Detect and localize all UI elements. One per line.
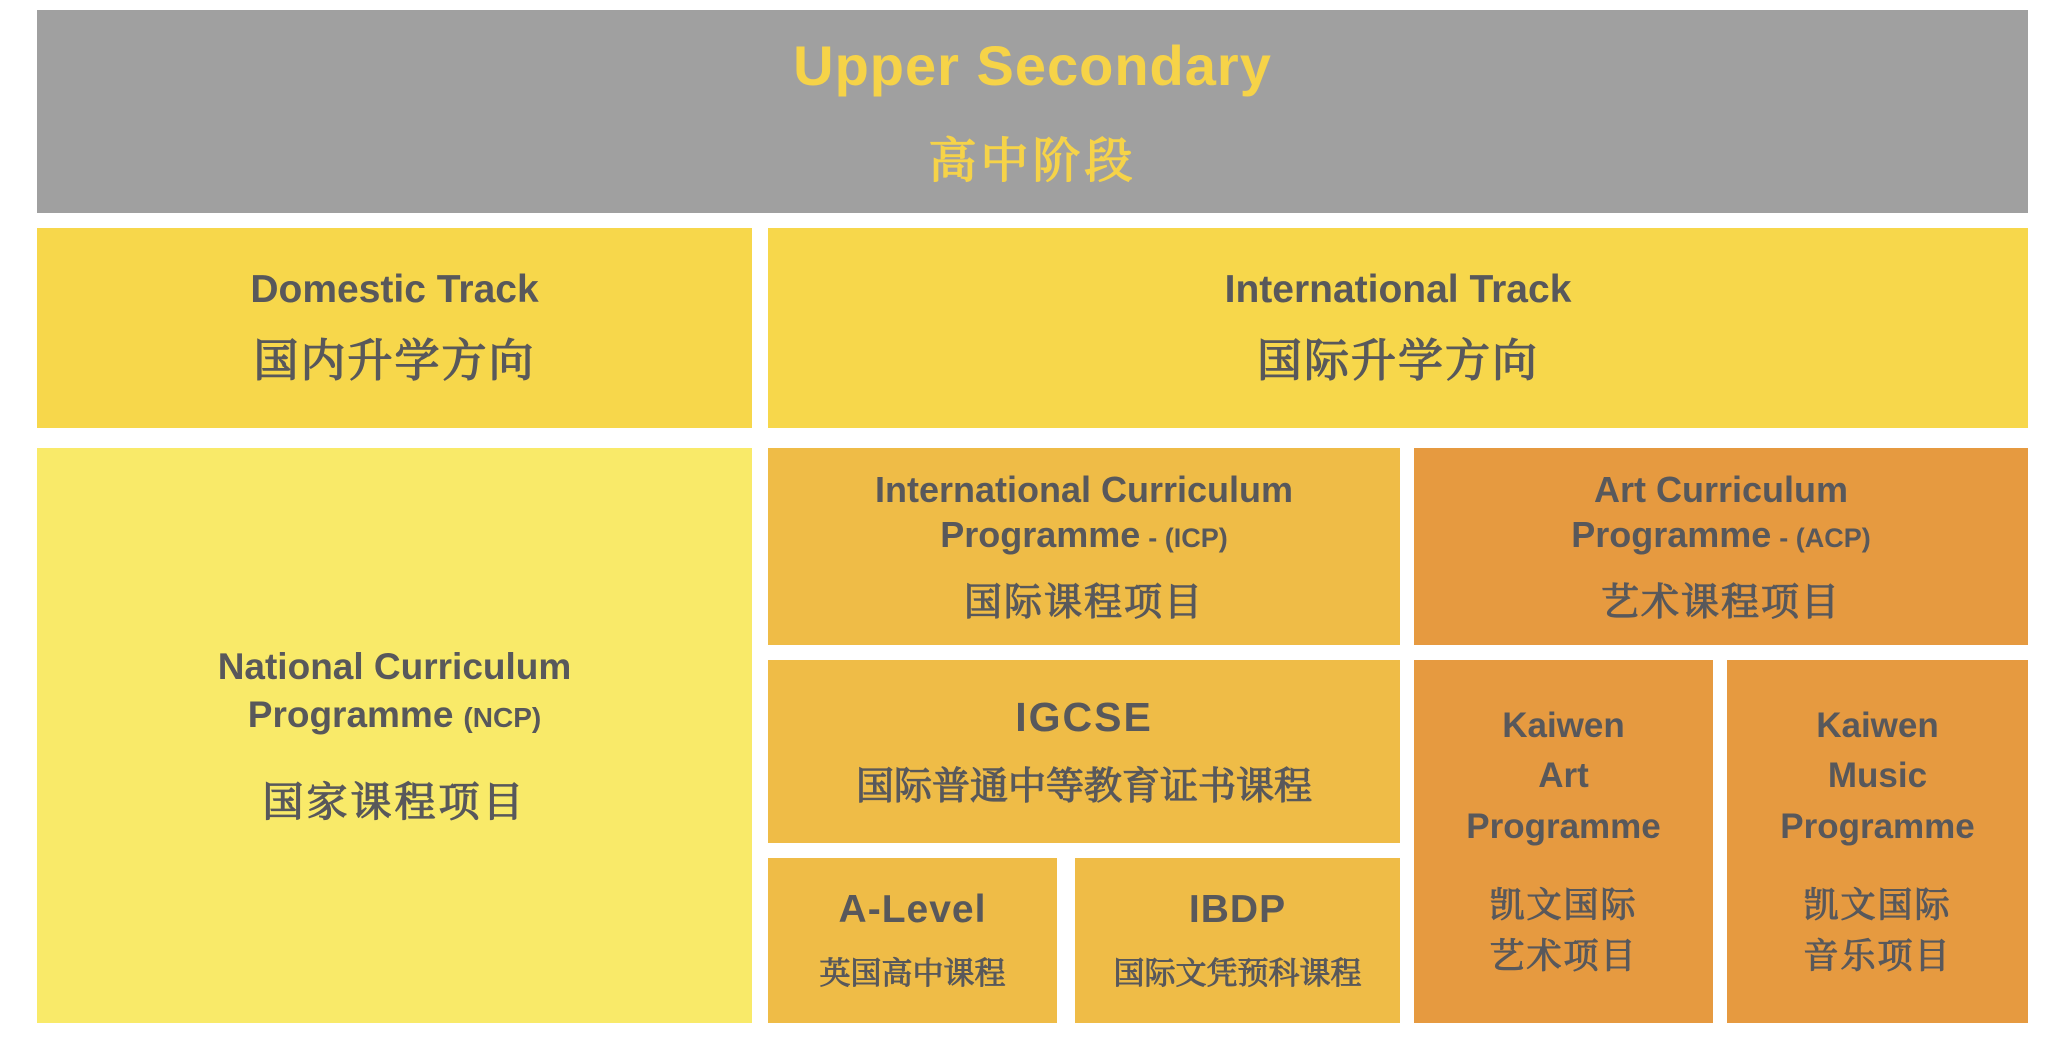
icp-title-en xyxy=(875,467,1293,557)
domestic-track-label-zh: 国内升学方向 xyxy=(253,334,536,386)
igcse-box xyxy=(768,660,1400,843)
acp-abbr: - (ACP) xyxy=(1779,523,1871,553)
ibdp-label-zh: 国际文凭预科课程 xyxy=(1113,956,1362,991)
alevel-label-zh: 英国高中课程 xyxy=(819,956,1006,991)
acp-title-en xyxy=(1571,467,1871,557)
ncp-title-en xyxy=(218,643,572,739)
icp-box xyxy=(768,448,1400,645)
international-track-box xyxy=(768,228,2028,428)
ncp-title-line2: Programme (NCP) xyxy=(247,694,542,735)
kaiwen-art-zh-line2: 艺术项目 xyxy=(1489,936,1638,976)
icp-title-line2: Programme - (ICP) xyxy=(940,514,1228,555)
kaiwen-art-zh-line1: 凯文国际 xyxy=(1489,885,1638,925)
igcse-label-zh: 国际普通中等教育证书课程 xyxy=(855,765,1312,808)
international-track-label-zh: 国际升学方向 xyxy=(1256,334,1539,386)
banner-upper-secondary xyxy=(37,10,2028,213)
acp-title-line2: Programme - (ACP) xyxy=(1571,514,1871,555)
igcse-label-en: IGCSE xyxy=(1015,693,1153,740)
banner-title-en: Upper Secondary xyxy=(793,33,1272,97)
kaiwen-art-title-zh xyxy=(1489,881,1637,983)
ncp-title-zh: 国家课程项目 xyxy=(262,779,527,826)
banner-title-zh: 高中阶段 xyxy=(928,134,1137,188)
kaiwen-art-title-en xyxy=(1466,701,1661,853)
ncp-title-line1: National Curriculum xyxy=(217,645,572,687)
domestic-track-label-en: Domestic Track xyxy=(250,267,539,311)
kaiwen-art-en-line3: Programme xyxy=(1466,807,1661,847)
domestic-track-box xyxy=(37,228,752,428)
icp-title-zh: 国际课程项目 xyxy=(963,582,1204,624)
ibdp-label-en: IBDP xyxy=(1188,888,1287,931)
acp-title-line1: Art Curriculum xyxy=(1593,469,1849,510)
ncp-abbr: (NCP) xyxy=(463,702,542,733)
kaiwen-art-en-line2: Art xyxy=(1538,756,1589,796)
kaiwen-music-en-line2: Music xyxy=(1827,756,1928,796)
kaiwen-music-en-line3: Programme xyxy=(1780,807,1975,847)
alevel-label-en: A-Level xyxy=(838,888,987,931)
kaiwen-music-title-zh xyxy=(1803,881,1951,983)
international-track-label-en: International Track xyxy=(1224,267,1572,311)
acp-box xyxy=(1414,448,2028,645)
ncp-box xyxy=(37,448,752,1023)
icp-abbr: - (ICP) xyxy=(1148,523,1228,553)
kaiwen-music-en-line1: Kaiwen xyxy=(1816,705,1939,745)
icp-title-line1: International Curriculum xyxy=(874,469,1294,510)
kaiwen-music-zh-line1: 凯文国际 xyxy=(1803,885,1952,925)
acp-title-zh: 艺术课程项目 xyxy=(1600,582,1841,624)
alevel-box xyxy=(768,858,1057,1023)
ibdp-box xyxy=(1075,858,1400,1023)
kaiwen-music-zh-line2: 音乐项目 xyxy=(1803,936,1952,976)
kaiwen-music-title-en xyxy=(1780,701,1975,853)
kaiwen-art-en-line1: Kaiwen xyxy=(1502,705,1625,745)
kaiwen-art-box xyxy=(1414,660,1713,1023)
kaiwen-music-box xyxy=(1727,660,2028,1023)
